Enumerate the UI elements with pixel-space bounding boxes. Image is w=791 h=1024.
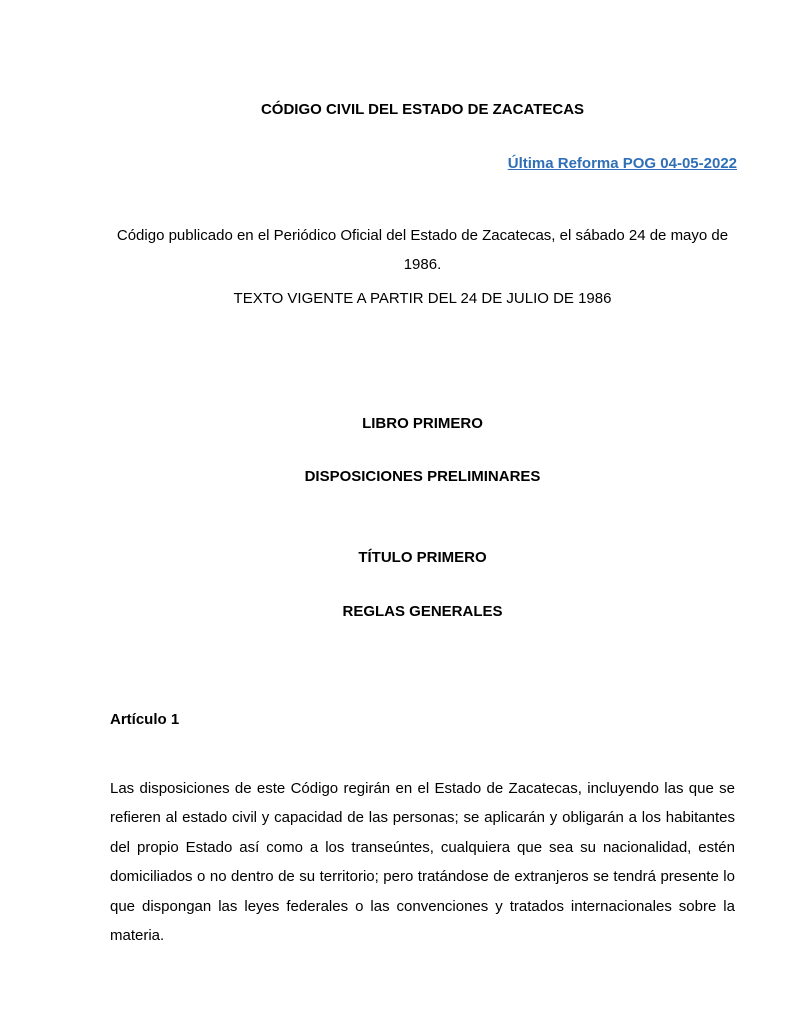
book-subtitle: DISPOSICIONES PRELIMINARES bbox=[304, 468, 541, 485]
publication-note: Código publicado en el Periódico Oficial del Estado de Zacatecas, el sábado 24 de mayo de 1986. bbox=[116, 227, 729, 273]
document-title: CÓDIGO CIVIL DEL ESTADO DE ZACATECAS bbox=[260, 101, 585, 118]
book-heading: LIBRO PRIMERO bbox=[362, 415, 483, 432]
last-reform-link[interactable]: Última Reforma POG 04-05-2022 bbox=[507, 155, 737, 172]
title-heading: TÍTULO PRIMERO bbox=[358, 549, 487, 566]
title-subtitle: REGLAS GENERALES bbox=[342, 603, 503, 620]
vigente-note: TEXTO VIGENTE A PARTIR DEL 24 DE JULIO DE 1986 bbox=[233, 290, 612, 307]
article-heading: Artículo 1 bbox=[110, 711, 180, 728]
article-body: Las disposiciones de este Código regirán en el Estado de Zacatecas, incluyendo las que se refieren al estado civil y capacidad de las personas; se aplicarán y obligarán a los habitantes del propio Estado así como a los transeúntes, cualquiera que sea su nacionalidad, estén domiciliados o no dentro de su territorio; pero tratándose de extranjeros se tendrá presente lo que dispongan las leyes federales o las convenciones y tratados internacionales sobre la materia. bbox=[110, 780, 735, 945]
